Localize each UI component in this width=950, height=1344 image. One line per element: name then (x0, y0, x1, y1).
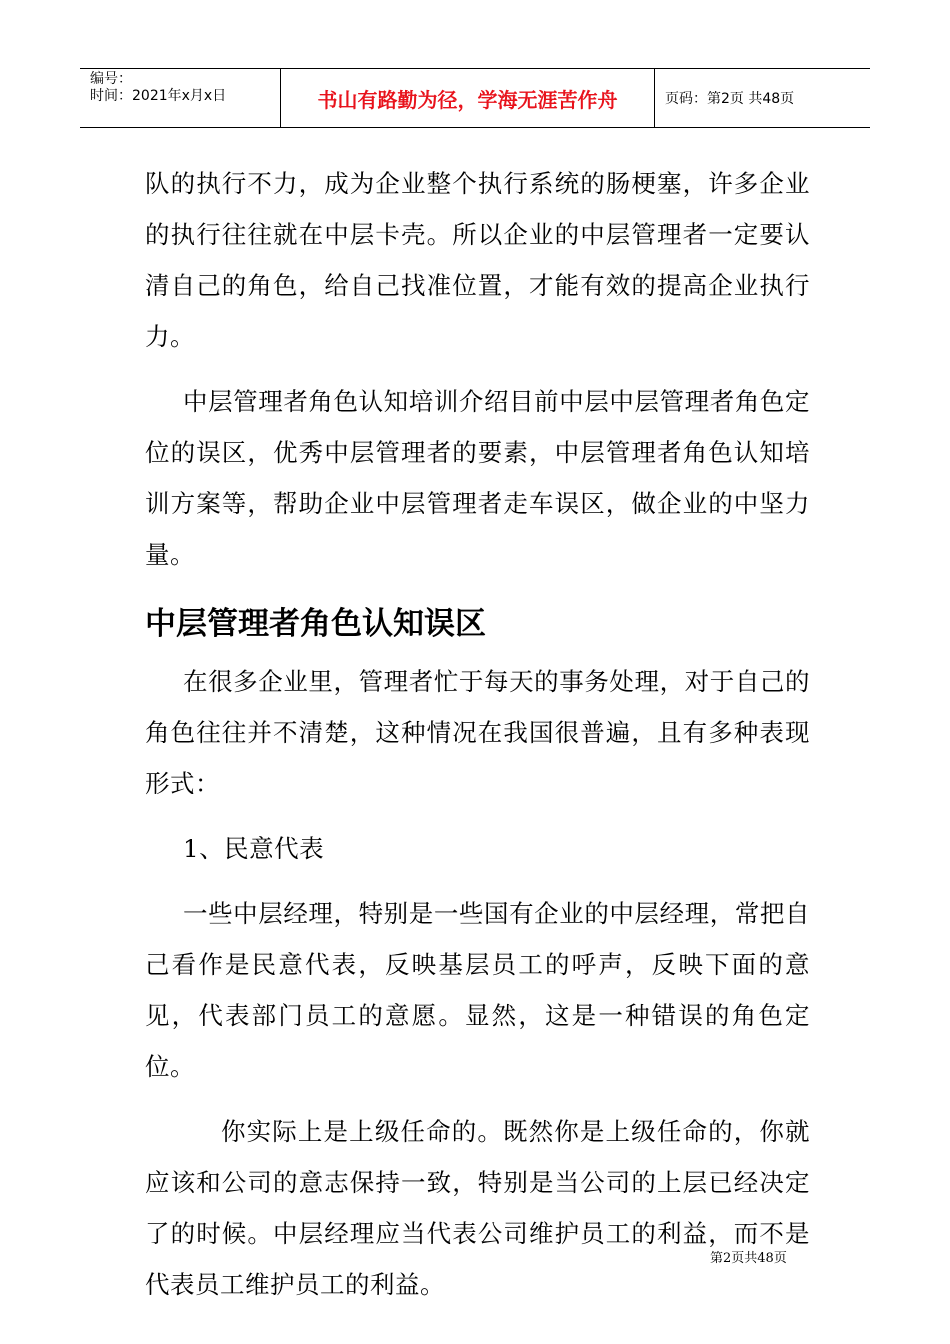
doc-time-label: 时间：2021年x月x日 (90, 88, 227, 104)
header-page-number: 页码：第2页 共48页 (665, 91, 795, 107)
paragraph-1: 队的执行不力，成为企业整个执行系统的肠梗塞，许多企业的执行往往就在中层卡壳。所以企业的中层管理者一定要认清自己的角色，给自己找准位置，才能有效的提高企业执行力。 (145, 169, 810, 351)
paragraph-2: 中层管理者角色认知培训介绍目前中层中层管理者角色定位的误区，优秀中层管理者的要素，中层管理者角色认知培训方案等，帮助企业中层管理者走车误区，做企业的中坚力量。 (145, 387, 810, 569)
header-meta (80, 69, 281, 127)
document-body (145, 158, 810, 1310)
doc-number-label: 编号： (90, 71, 132, 87)
paragraph-5: 你实际上是上级任命的。既然你是上级任命的，你就应该和公司的意志保持一致，特别是当公司的上层已经决定了的时候。中层经理应当代表公司维护员工的利益，而不是代表员工维护员工的利益。 (145, 1117, 810, 1299)
paragraph-3: 在很多企业里，管理者忙于每天的事务处理，对于自己的角色往往并不清楚，这种情况在我国很普遍，且有多种表现形式： (145, 667, 810, 798)
section-heading: 中层管理者角色认知误区 (145, 606, 486, 642)
list-item-title: 1、民意代表 (183, 834, 325, 863)
page-header (80, 68, 870, 128)
page-footer: 第2页共48页 (710, 1251, 787, 1266)
header-motto: 书山有路勤为径，学海无涯苦作舟 (281, 69, 655, 127)
paragraph-4: 一些中层经理，特别是一些国有企业的中层经理，常把自己看作是民意代表，反映基层员工的呼声，反映下面的意见，代表部门员工的意愿。显然，这是一种错误的角色定位。 (145, 899, 810, 1081)
